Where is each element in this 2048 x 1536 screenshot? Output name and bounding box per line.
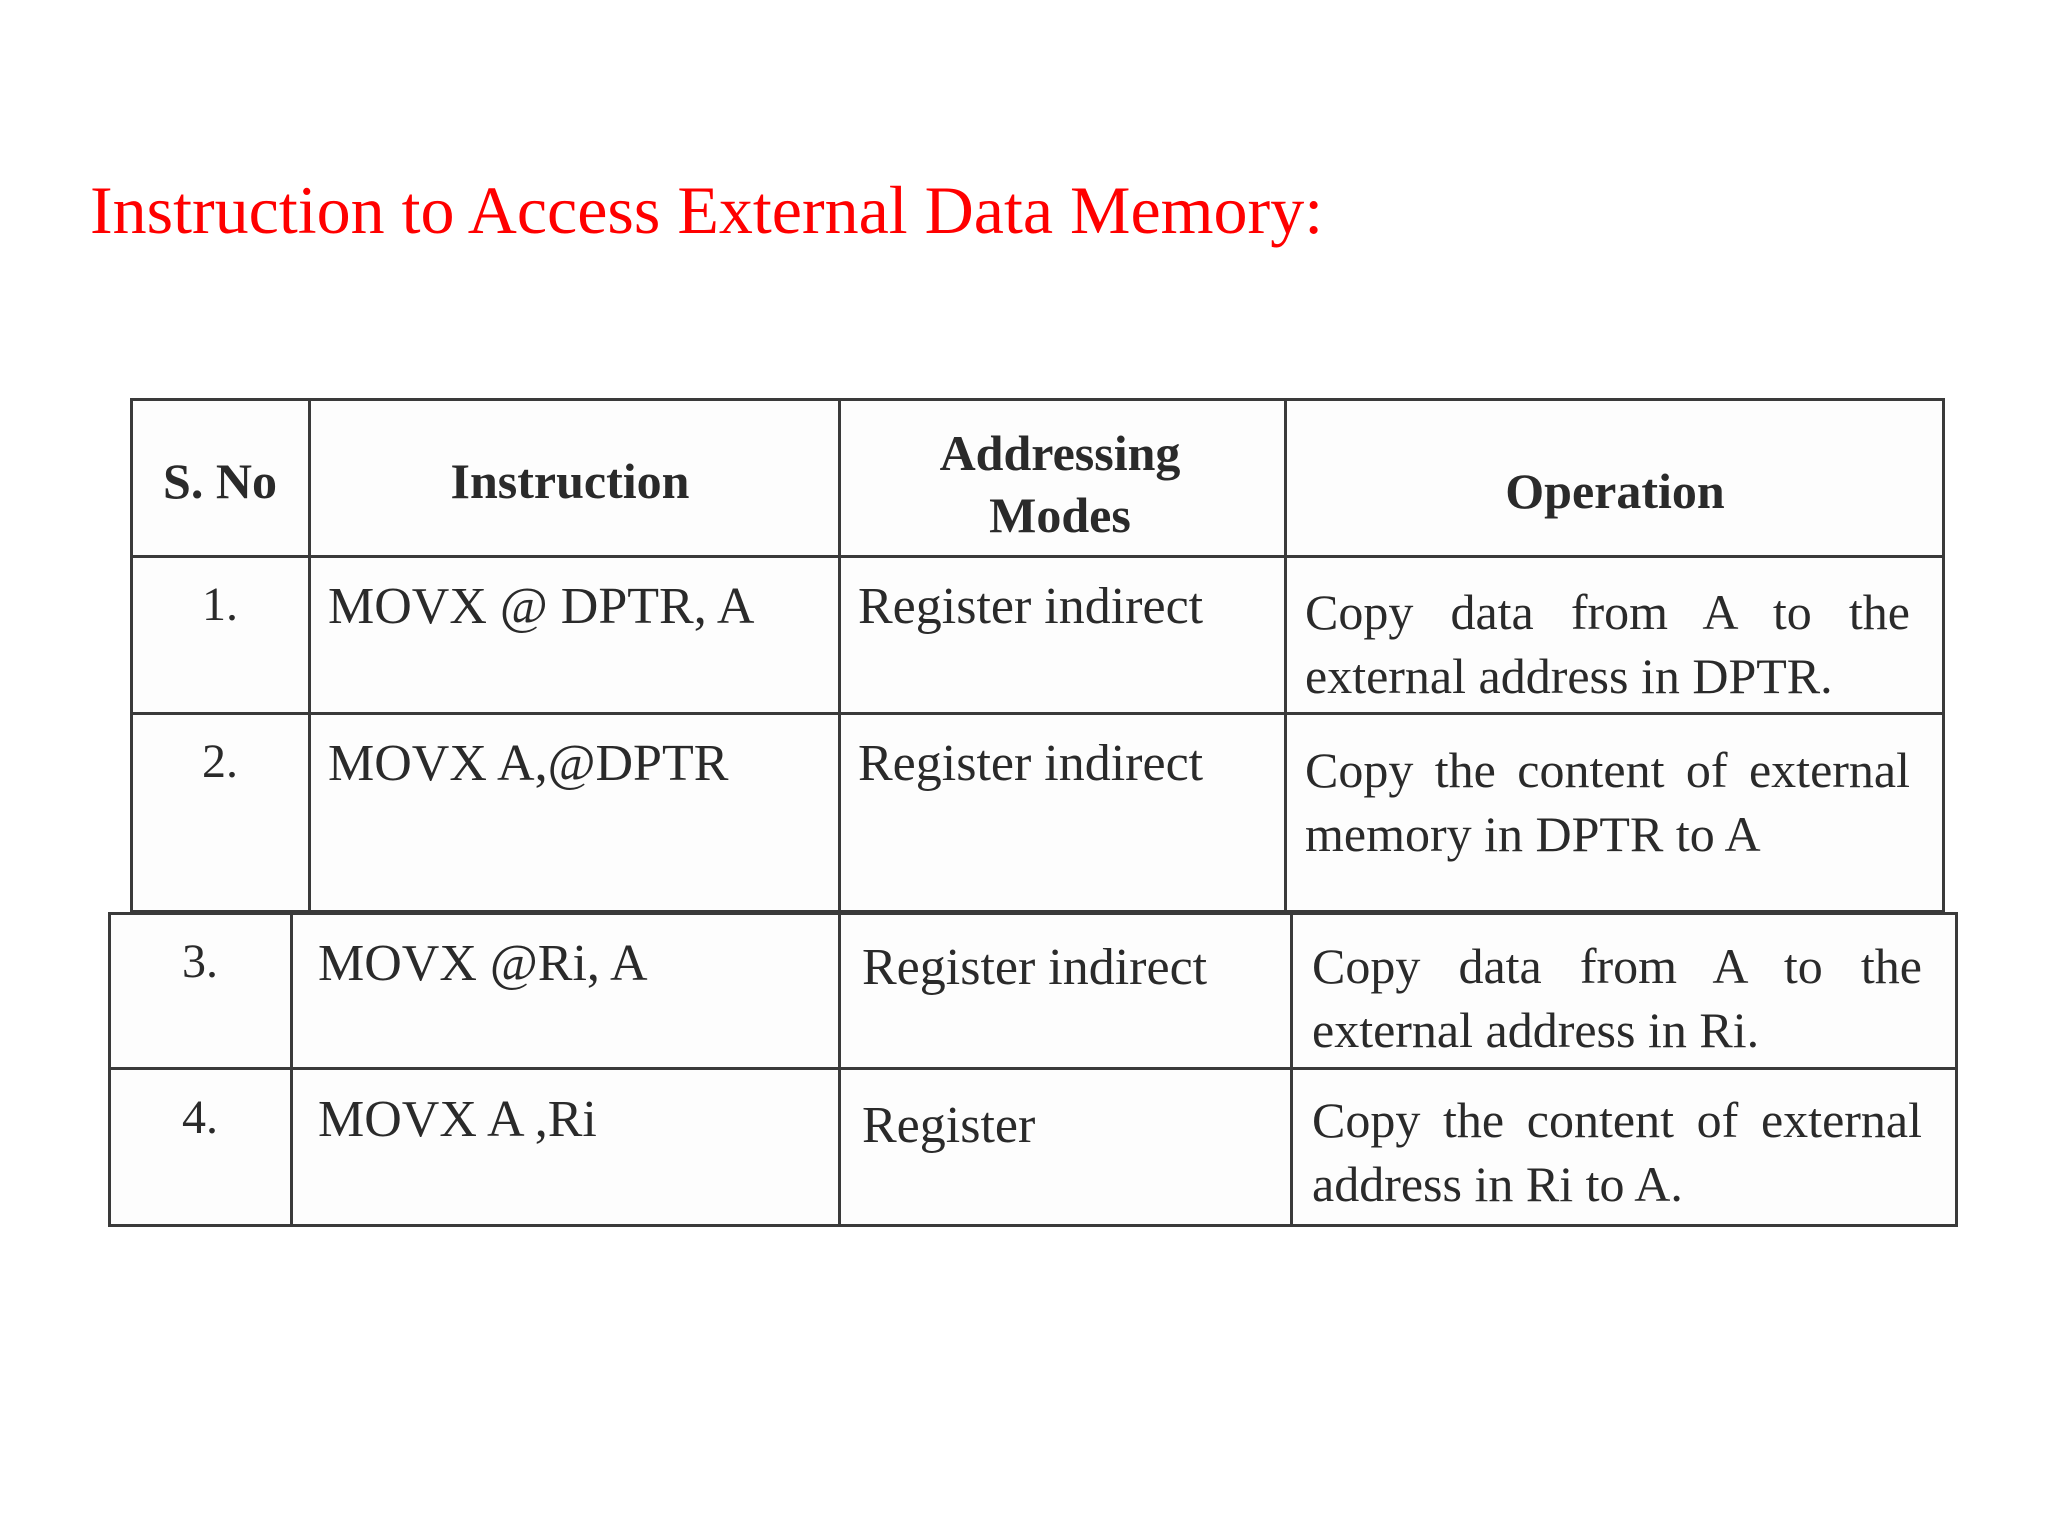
row-3-operation: Copy data from A to the external address in Ri. (1312, 938, 1922, 1058)
row-2-operation: Copy the content of external memory in DPTR to A (1305, 742, 1910, 862)
row-1-sno: 1. (202, 578, 238, 631)
row-4-sno: 4. (182, 1091, 218, 1144)
row-2-instruction: MOVX A,@DPTR (328, 735, 729, 792)
row-2-sno: 2. (202, 735, 238, 788)
header-addressing-line1: Addressing (939, 425, 1181, 481)
header-operation: Operation (1505, 463, 1725, 519)
row-1-mode: Register indirect (858, 578, 1204, 635)
row-3-sno: 3. (182, 935, 218, 988)
row-4-mode: Register (862, 1097, 1036, 1154)
table-divider (108, 1067, 1958, 1070)
table-divider (130, 712, 1945, 715)
header-addressing-line2: Modes (989, 487, 1131, 543)
table-divider (1284, 398, 1287, 913)
row-2-operation-clip (1305, 738, 1910, 910)
row-4-instruction: MOVX A ,Ri (318, 1091, 597, 1148)
row-3-instruction: MOVX @Ri, A (318, 935, 648, 992)
header-sno: S. No (163, 453, 277, 509)
table-divider (130, 555, 1945, 558)
table-divider (308, 398, 311, 913)
row-1-instruction: MOVX @ DPTR, A (328, 578, 755, 635)
row-2-mode: Register indirect (858, 735, 1204, 792)
slide-title: Instruction to Access External Data Memory: (90, 172, 1324, 248)
row-4-operation: Copy the content of external address in Ri to A. (1312, 1092, 1922, 1212)
row-1-operation: Copy data from A to the external address in DPTR. (1305, 584, 1910, 704)
header-instruction: Instruction (450, 453, 690, 509)
table-divider (838, 398, 841, 913)
row-3-mode: Register indirect (862, 939, 1208, 996)
